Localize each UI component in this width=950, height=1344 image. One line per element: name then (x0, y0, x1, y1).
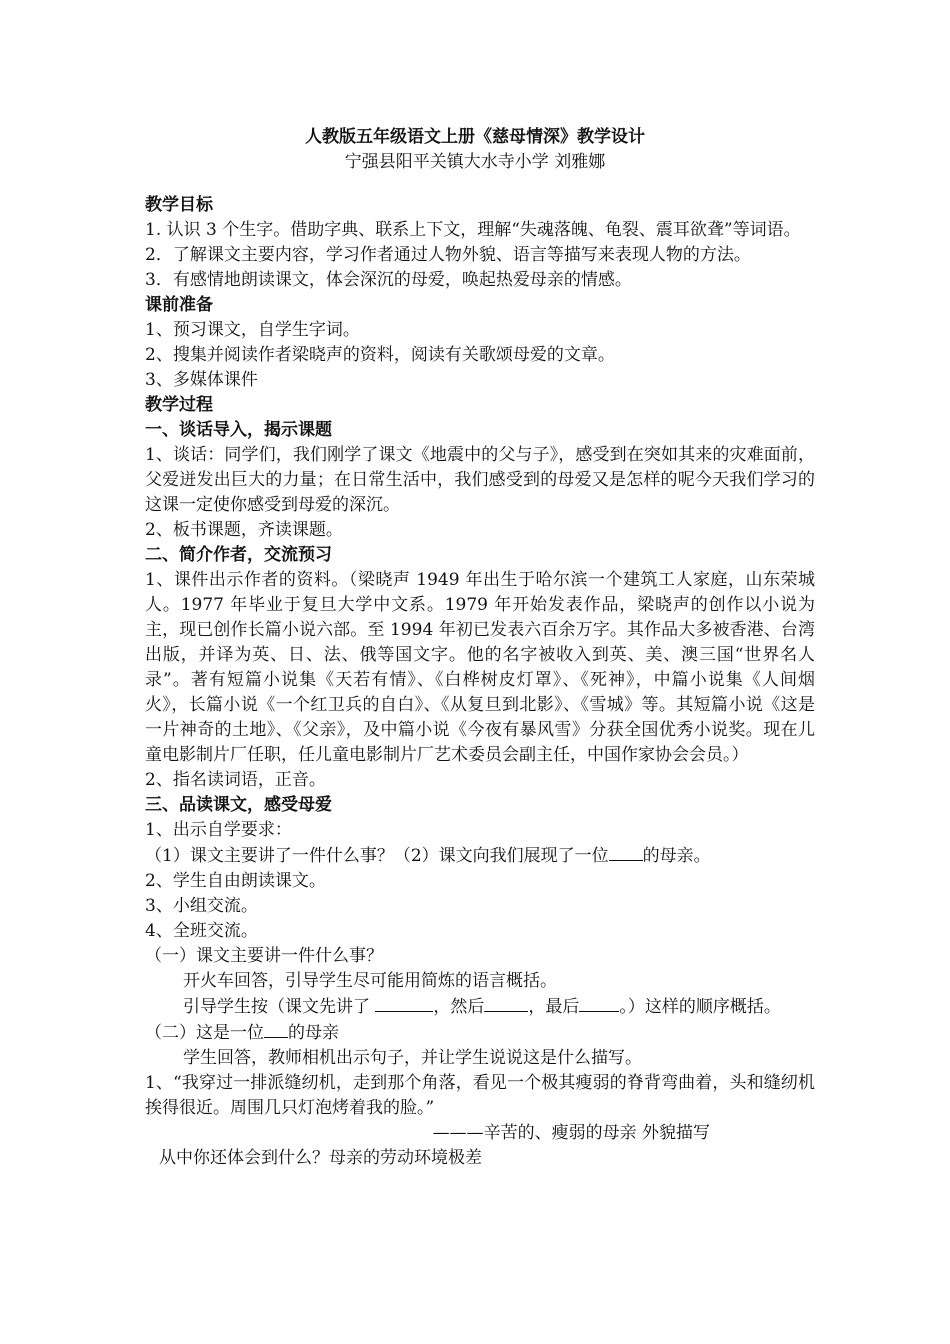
prep-1: 1、预习课文，自学生字词。 (145, 320, 360, 340)
fill-blank (264, 1020, 288, 1038)
goals-heading: 教学目标 (145, 195, 213, 215)
fill-blank (609, 843, 643, 861)
subsection-1-line-1: 开火车回答，引导学生尽可能用简炼的语言概括。 (183, 971, 557, 991)
summary-text-3: ，最后 (528, 997, 580, 1017)
last-line: 从中你还体会到什么？母亲的劳动环境极差 (159, 1148, 482, 1168)
summary-text-1: 引导学生按（课文先讲了 (183, 997, 376, 1017)
section-1-para-1: 1、谈话：同学们，我们刚学了课文《地震中的父与子》，感受到在突如其来的灾难面前，父爱迸发出巨大的力量；在日常生活中，我们感受到的母爱又是怎样的呢今天我们学习的这课一定使你感受到母爱的深沉。 (145, 445, 815, 515)
prep-heading: 课前准备 (145, 295, 213, 315)
section-2-heading: 二、简介作者，交流预习 (145, 545, 332, 565)
section-1-para-2: 2、板书课题，齐读课题。 (145, 520, 343, 540)
summary-text-2: ，然后 (433, 997, 485, 1017)
section-2-para-1: 1、课件出示作者的资料。（梁晓声 1949 年出生于哈尔滨一个建筑工人家庭，山东荣城人。1977 年毕业于复旦大学中文系。1979 年开始发表作品，梁晓声的创作以小说为主，现已创作长篇小说六部。至 1994 年初已发表六百余万字。其作品大多被香港、台湾出版，并译为英、日、法、俄等国文字。他的名字被收入到英、美、澳三国“世界名人录”。著有短篇小说集《天若有情》、《白桦树皮灯罩》、《死神》，中篇小说集《人间烟火》，长篇小说《一个红卫兵的自白》、《从复旦到北影》、《雪城》等。其短篇小说《这是一片神奇的土地》、《父亲》，及中篇小说《今夜有暴风雪》分获全国优秀小说奖。现在儿童电影制片厂任职，任儿童电影制片厂艺术委员会副主任，中国作家协会会员。） (145, 570, 815, 765)
subsection-2-text: （二）这是一位 (145, 1023, 264, 1043)
section-1-heading: 一、谈话导入，揭示课题 (145, 420, 332, 440)
section-3-para-4: 4、全班交流。 (145, 921, 258, 941)
process-heading: 教学过程 (145, 395, 213, 415)
subsection-1-heading: （一）课文主要讲一件什么事？ (145, 946, 383, 966)
document-title: 人教版五年级语文上册《慈母情深》教学设计 (305, 127, 645, 147)
quote-1-note: ———辛苦的、瘦弱的母亲 外貌描写 (432, 1123, 710, 1143)
quote-1: 1、“我穿过一排派缝纫机，走到那个角落，看见一个极其瘦弱的脊背弯曲着，头和缝纫机挨得很近。周围几只灯泡烤着我的脸。” (145, 1073, 815, 1118)
section-3-para-1: 1、出示自学要求： (145, 820, 292, 840)
subsection-2-line-1: 学生回答，教师相机出示句子，并让学生说说这是什么描写。 (183, 1048, 642, 1068)
section-3-heading: 三、品读课文，感受母爱 (145, 795, 332, 815)
goal-3: 3．有感情地朗读课文，体会深沉的母爱，唤起热爱母亲的情感。 (145, 270, 632, 290)
document-body (145, 125, 815, 1171)
section-3-questions (145, 843, 815, 869)
section-3-para-2: 2、学生自由朗读课文。 (145, 871, 326, 891)
prep-2: 2、搜集并阅读作者梁晓声的资料，阅读有关歌颂母爱的文章。 (145, 345, 615, 365)
section-3-para-3: 3、小组交流。 (145, 896, 258, 916)
question-text: （1）课文主要讲了一件什么事？（2）课文向我们展现了一位 (145, 846, 609, 866)
fill-blank (484, 994, 528, 1012)
subsection-2-text-end: 的母亲 (288, 1023, 339, 1043)
subsection-2-heading (145, 1020, 815, 1046)
document-author: 宁强县阳平关镇大水寺小学 刘雅娜 (344, 152, 606, 172)
section-2-para-2: 2、指名读词语，正音。 (145, 770, 326, 790)
prep-3: 3、多媒体课件 (145, 370, 258, 390)
summary-text-4: 。）这样的顺序概括。 (619, 997, 781, 1017)
fill-blank (579, 994, 619, 1012)
fill-blank (375, 994, 433, 1012)
question-text-end: 的母亲。 (642, 846, 711, 866)
goal-1: 1. 认识 3 个生字。借助字典、联系上下文，理解“失魂落魄、龟裂、震耳欲聋”等词语。 (145, 220, 801, 240)
subsection-1-line-2 (145, 994, 815, 1020)
goal-2: 2．了解课文主要内容，学习作者通过人物外貌、语言等描写来表现人物的方法。 (145, 245, 751, 265)
